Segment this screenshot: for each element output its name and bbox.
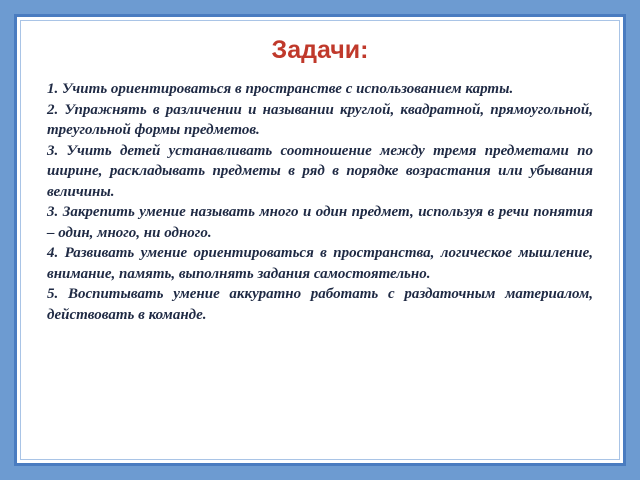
task-item-5: 4. Развивать умение ориентироваться в пространства, логическое мышление, внимание, память, выполнять задания самостоятельно. xyxy=(47,245,593,282)
slide-title: Задачи: xyxy=(271,36,369,64)
task-item-1: 1. Учить ориентироваться в пространстве с использованием карты. xyxy=(47,81,514,97)
task-item-2: 2. Упражнять в различении и назывании круглой, квадратной, прямоугольной, треугольной формы предметов. xyxy=(47,101,593,138)
task-item-6: 5. Воспитывать умение аккуратно работать с раздаточным материалом, действовать в команде. xyxy=(47,286,593,323)
task-item-3: 3. Учить детей устанавливать соотношение между тремя предметами по ширине, раскладывать предметы в ряд в порядке возрастания или убывания величины. xyxy=(47,142,593,200)
task-item-4: 3. Закрепить умение называть много и один предмет, используя в речи понятия – один, много, ни одного. xyxy=(47,204,593,241)
task-list xyxy=(47,79,593,325)
slide-border xyxy=(14,14,626,466)
slide-content xyxy=(20,20,620,460)
